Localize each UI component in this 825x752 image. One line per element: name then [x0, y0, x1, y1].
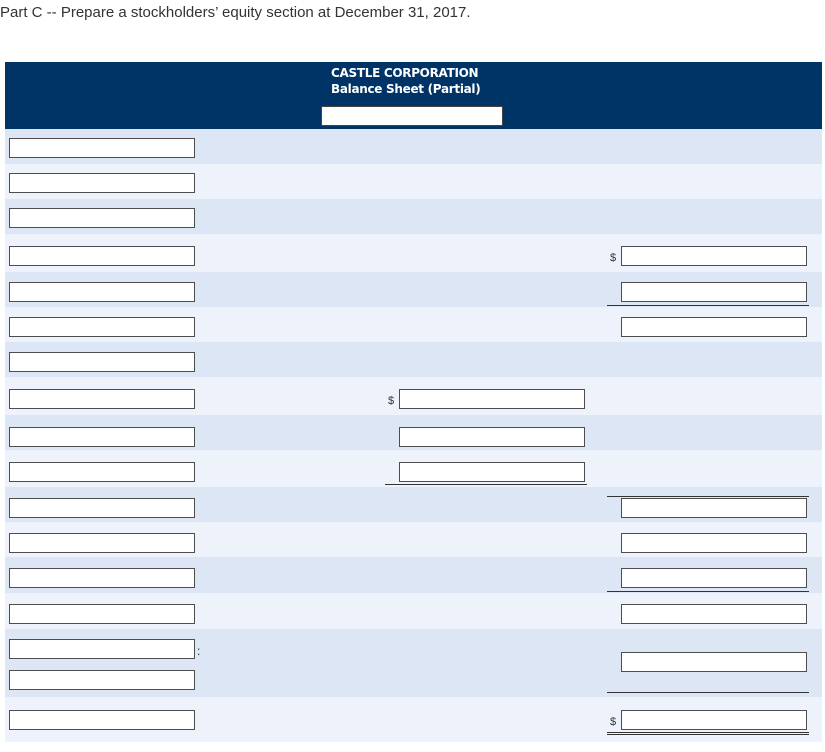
account-title-input-7[interactable] [9, 352, 195, 372]
amount-input-right-4[interactable] [621, 246, 807, 266]
account-title-input-4[interactable] [9, 246, 195, 266]
account-title-input-1[interactable] [9, 138, 195, 158]
amount-input-right-14[interactable] [621, 604, 807, 624]
amount-input-right-6[interactable] [621, 317, 807, 337]
statement-title: Balance Sheet (Partial) [331, 82, 481, 96]
statement-date-input[interactable] [321, 106, 503, 126]
total-amount-input[interactable] [621, 710, 807, 730]
amount-input-mid-10[interactable] [399, 462, 585, 482]
account-title-input-16[interactable] [9, 670, 195, 690]
account-title-input-14[interactable] [9, 604, 195, 624]
underline [607, 692, 809, 693]
statement-header [5, 62, 822, 129]
account-title-input-6[interactable] [9, 317, 195, 337]
dollar-sign: $ [610, 252, 617, 264]
form-row-10 [5, 450, 822, 487]
account-title-input-5[interactable] [9, 282, 195, 302]
amount-input-right-12[interactable] [621, 533, 807, 553]
amount-input-right-15[interactable] [621, 652, 807, 672]
form-row-5 [5, 272, 822, 307]
form-row-9 [5, 415, 822, 450]
account-title-input-10[interactable] [9, 462, 195, 482]
form-row-15 [5, 629, 822, 697]
form-row-4 [5, 234, 822, 272]
account-title-input-3[interactable] [9, 208, 195, 228]
amount-input-right-5[interactable] [621, 282, 807, 302]
form-row-14 [5, 593, 822, 629]
form-row-13 [5, 557, 822, 593]
form-row-2 [5, 164, 822, 199]
account-title-input-15[interactable] [9, 639, 195, 659]
account-title-input-11[interactable] [9, 498, 195, 518]
account-title-input-8[interactable] [9, 389, 195, 409]
form-row-8 [5, 377, 822, 415]
underline [607, 496, 809, 497]
account-title-input-9[interactable] [9, 427, 195, 447]
company-name: CASTLE CORPORATION [331, 66, 479, 80]
form-row-7 [5, 342, 822, 377]
form-row-16 [5, 697, 822, 742]
underline [607, 305, 809, 306]
underline [385, 484, 587, 485]
form-row-6 [5, 307, 822, 342]
account-title-input-2[interactable] [9, 173, 195, 193]
form-row-12 [5, 522, 822, 557]
amount-input-right-13[interactable] [621, 568, 807, 588]
amount-input-mid-8[interactable] [399, 389, 585, 409]
colon-label: : [197, 644, 201, 658]
form-row-3 [5, 199, 822, 234]
account-title-input-13[interactable] [9, 568, 195, 588]
amount-input-right-11[interactable] [621, 498, 807, 518]
balance-sheet-form [5, 62, 822, 742]
form-row-11 [5, 487, 822, 522]
underline [607, 591, 809, 592]
form-row-1 [5, 129, 822, 164]
dollar-sign: $ [610, 716, 617, 728]
account-title-input-12[interactable] [9, 533, 195, 553]
double-underline [607, 732, 809, 735]
part-c-instructions: Part C -- Prepare a stockholders’ equity section at December 31, 2017. [0, 4, 471, 21]
amount-input-mid-9[interactable] [399, 427, 585, 447]
dollar-sign: $ [388, 395, 395, 407]
account-title-input-17[interactable] [9, 710, 195, 730]
